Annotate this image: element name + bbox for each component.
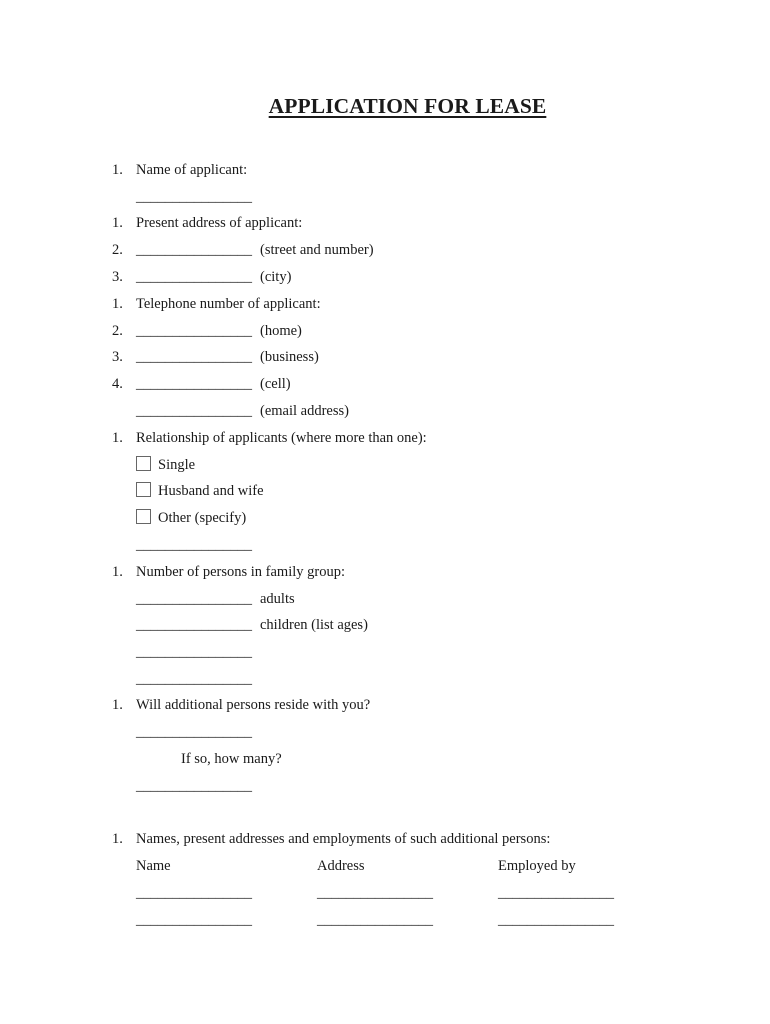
single-option-label: Single [158, 457, 196, 473]
page-title: APPLICATION FOR LEASE [268, 94, 547, 118]
children-label: children (list ages) [260, 617, 368, 633]
adults-label: adults [260, 591, 295, 607]
adults-field[interactable]: ________________ [136, 591, 252, 607]
item-number: 1. [112, 296, 123, 312]
item-number: 4. [112, 376, 123, 392]
column-header-employed-by: Employed by [498, 858, 576, 874]
item-number: 1. [112, 162, 123, 178]
children-field[interactable]: ________________ [136, 617, 252, 633]
street-field[interactable]: ________________ [136, 242, 252, 258]
item-number: 2. [112, 242, 123, 258]
item-number: 1. [112, 697, 123, 713]
column-header-address: Address [317, 858, 365, 874]
how-many-field[interactable]: ________________ [136, 778, 252, 794]
other-specify-field[interactable]: ________________ [136, 537, 252, 553]
item-number: 1. [112, 430, 123, 446]
city-field[interactable]: ________________ [136, 269, 252, 285]
business-label: (business) [260, 349, 319, 365]
children-ages-field[interactable]: ________________ [136, 671, 252, 687]
name-label: Name of applicant: [136, 162, 248, 178]
person-name-field[interactable]: ________________ [136, 885, 252, 901]
family-label: Number of persons in family group: [136, 564, 346, 580]
item-number: 3. [112, 349, 123, 365]
single-checkbox[interactable] [136, 456, 151, 471]
home-label: (home) [260, 323, 302, 339]
item-number: 3. [112, 269, 123, 285]
column-header-name: Name [136, 858, 171, 874]
person-address-field[interactable]: ________________ [317, 912, 433, 928]
husband-and-wife-option-label: Husband and wife [158, 483, 264, 499]
email-label: (email address) [260, 403, 349, 419]
person-employer-field[interactable]: ________________ [498, 885, 614, 901]
person-name-field[interactable]: ________________ [136, 912, 252, 928]
cell-label: (cell) [260, 376, 291, 392]
children-ages-field[interactable]: ________________ [136, 644, 252, 660]
address-label: Present address of applicant: [136, 215, 303, 231]
street-label: (street and number) [260, 242, 374, 258]
person-address-field[interactable]: ________________ [317, 885, 433, 901]
business-phone-field[interactable]: ________________ [136, 349, 252, 365]
name-field[interactable]: ________________ [136, 189, 252, 205]
item-number: 1. [112, 564, 123, 580]
other-checkbox[interactable] [136, 509, 151, 524]
city-label: (city) [260, 269, 292, 285]
other-option-label: Other (specify) [158, 510, 247, 526]
email-field[interactable]: ________________ [136, 403, 252, 419]
additional-persons-field[interactable]: ________________ [136, 724, 252, 740]
item-number: 1. [112, 215, 123, 231]
additional-persons-label: Will additional persons reside with you? [136, 697, 371, 713]
item-number: 1. [112, 831, 123, 847]
person-employer-field[interactable]: ________________ [498, 912, 614, 928]
husband-and-wife-checkbox[interactable] [136, 482, 151, 497]
item-number: 2. [112, 323, 123, 339]
additional-persons-details-label: Names, present addresses and employments of such additional persons: [136, 831, 551, 847]
cell-phone-field[interactable]: ________________ [136, 376, 252, 392]
relationship-label: Relationship of applicants (where more than one): [136, 430, 427, 446]
how-many-label: If so, how many? [181, 751, 282, 767]
home-phone-field[interactable]: ________________ [136, 323, 252, 339]
phone-label: Telephone number of applicant: [136, 296, 321, 312]
